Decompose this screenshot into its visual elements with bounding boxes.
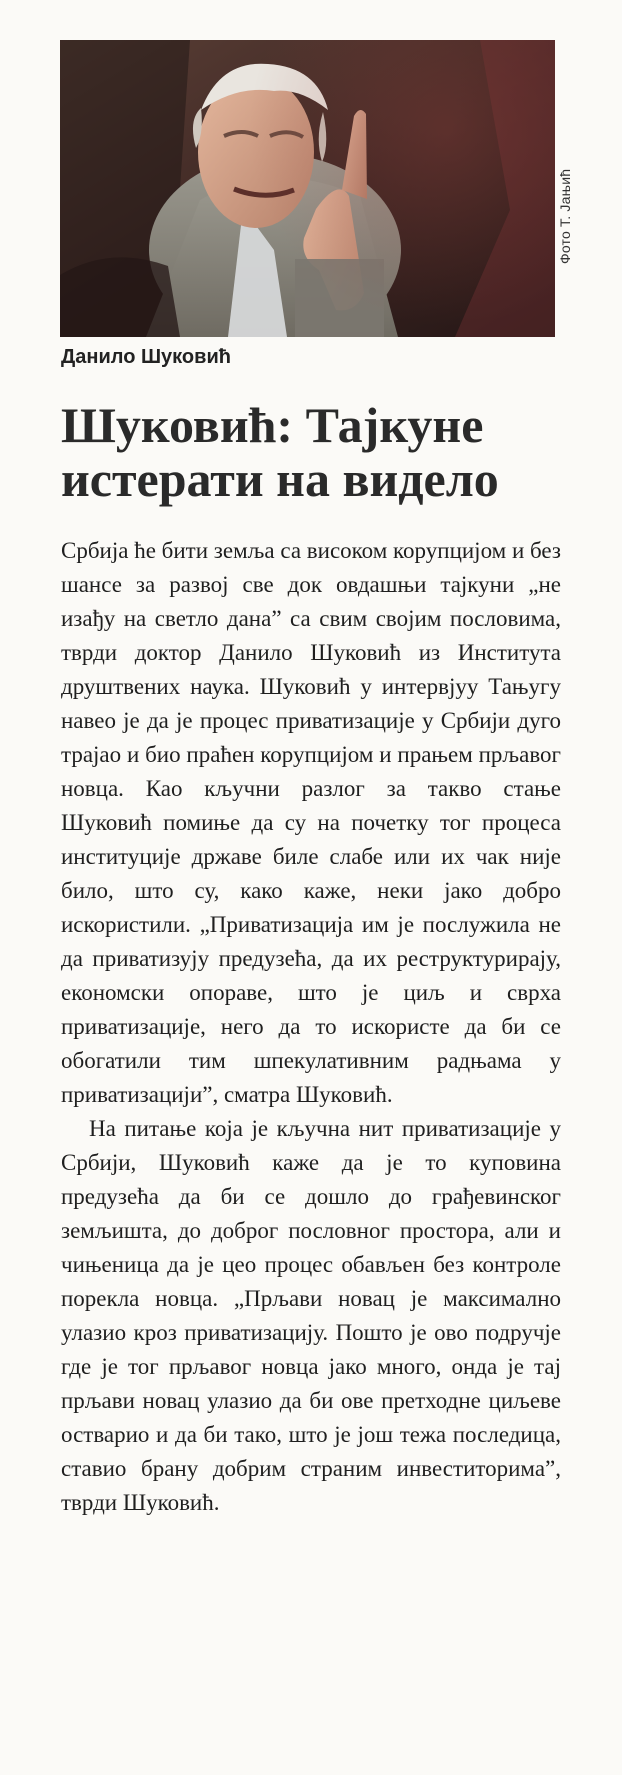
article-title: Шуковић: Тајкуне истерати на видело [61, 397, 499, 507]
photo-shadow-overlay [60, 40, 555, 337]
photo-caption: Данило Шуковић [61, 346, 231, 368]
article-paragraph: Србија ће бити земља са високом корупцијом и без шансе за развој све док овдашњи тајкуни „не изађу на светло дана” са свим својим пословима, тврди доктор Данило Шуковић из Института друштвених наука. Шуковић у интервјуу Тањугу навео је да је процес приватизације у Србији дуго трајао и био праћен корупцијом и прањем прљавог новца. Као кључни разлог за такво стање Шуковић помиње да су на почетку тог процеса институције државе биле слабе или их чак није било, што су, како каже, неки јако добро искористили. „Приватизација им је послужила не да приватизују предузећа, да их реструктурирају, економски опораве, што је циљ и сврха приватизације, него да то искористе да би се обогатили тим шпекулативним радњама у приватизацији”, сматра Шуковић. [61, 538, 561, 1107]
article-paragraph: На питање која је кључна нит приватизације у Србији, Шуковић каже да је то куповина предузећа да би се дошло до грађевинског земљишта, до доброг пословног простора, али и чињеница да је цео процес обављен без контроле порекла новца. „Прљави новац је максимално улазио кроз приватизацију. Пошто је ово подручје где је тог прљавог новца јако много, онда је тај прљави новац улазио да би ове претходне циљеве остварио и да би тако, што је још тежа последица, ставио брану добрим страним инвеститорима”, тврди Шуковић. [61, 1116, 561, 1515]
article-photo [60, 40, 555, 337]
article-body [61, 534, 561, 1520]
photo-credit: Фото Т. Јањић [557, 168, 573, 264]
